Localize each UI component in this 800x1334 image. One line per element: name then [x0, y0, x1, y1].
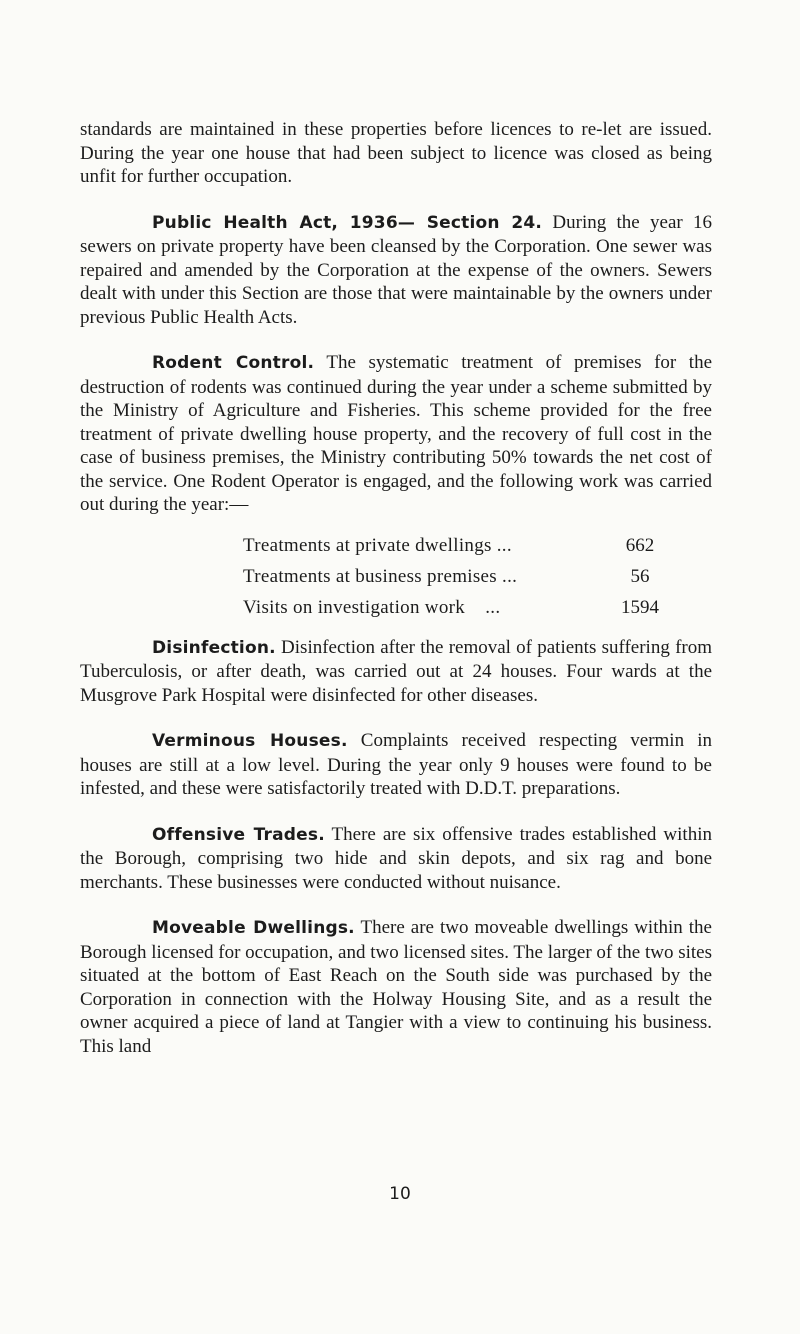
table-row — [80, 531, 712, 562]
row-value: 1594 — [621, 597, 659, 619]
section-offensive-trades — [80, 823, 712, 895]
section-body: Complaints received respecting vermin in houses are still at a low level. During the year only 9 houses were found to be infested, and these were satisfactorily treated with D.D.T. preparations. — [80, 730, 712, 799]
rodent-work-table — [80, 531, 712, 624]
section-moveable-dwellings — [80, 916, 712, 1058]
section-rodent-control — [80, 351, 712, 517]
section-body: There are two moveable dwellings within the Borough licensed for occupation, and two licensed sites. The larger of the two sites situated at the bottom of East Reach on the South side was purchased by the Corporation in connection with the Holway Housing Site, and as a result the owner acquired a piece of land at Tangier with a view to continuing his business. This land — [80, 917, 712, 1057]
section-heading: Disinfection. — [152, 637, 276, 658]
section-body: The systematic treatment of premises for the destruction of rodents was continued during the year under a scheme submitted by the Ministry of Agriculture and Fisheries. This scheme provided for the free treatment of private dwelling house property, and the recovery of full cost in the case of business premises, the Ministry contributing 50% towards the net cost of the service. One Rodent Operator is engaged, and the following work was carried out during the year:— — [80, 352, 712, 515]
row-label: Treatments at private dwellings ... — [243, 535, 512, 557]
document-page — [80, 118, 712, 1058]
section-disinfection — [80, 636, 712, 708]
table-row — [80, 562, 712, 593]
page-number: 10 — [389, 1184, 411, 1204]
row-value: 662 — [625, 535, 655, 557]
section-heading: Rodent Control. — [152, 353, 315, 373]
intro-paragraph: standards are maintained in these properties before licences to re-let are issued. During the year one house that had been subject to licence was closed as being unfit for further occupation. — [80, 119, 712, 187]
section-public-health-act — [80, 211, 712, 330]
row-value: 56 — [630, 566, 650, 588]
section-body: There are six offensive trades established within the Borough, comprising two hide and skin depots, and six rag and bone merchants. These businesses were conducted without nuisance. — [80, 823, 712, 893]
section-verminous-houses — [80, 729, 712, 801]
row-label: Treatments at business premises ... — [243, 566, 518, 588]
section-body: During the year 16 sewers on private property have been cleansed by the Corporation. One sewer was repaired and amended by the Corporation at the expense of the owners. Sewers dealt with under this Section are those that were maintainable by the owners under previous Public Health Acts. — [80, 211, 713, 328]
table-row — [80, 593, 712, 624]
row-label: Visits on investigation work ... — [243, 597, 501, 619]
section-heading: Moveable Dwellings. — [152, 918, 355, 938]
section-body: Disinfection after the removal of patients suffering from Tuberculosis, or after death, was carried out at 24 houses. Four wards at the Musgrove Park Hospital were disinfected for other diseases. — [80, 636, 713, 706]
section-heading: Verminous Houses. — [152, 731, 348, 751]
section-heading: Offensive Trades. — [152, 824, 325, 845]
section-heading: Public Health Act, 1936— Section 24. — [152, 212, 543, 233]
